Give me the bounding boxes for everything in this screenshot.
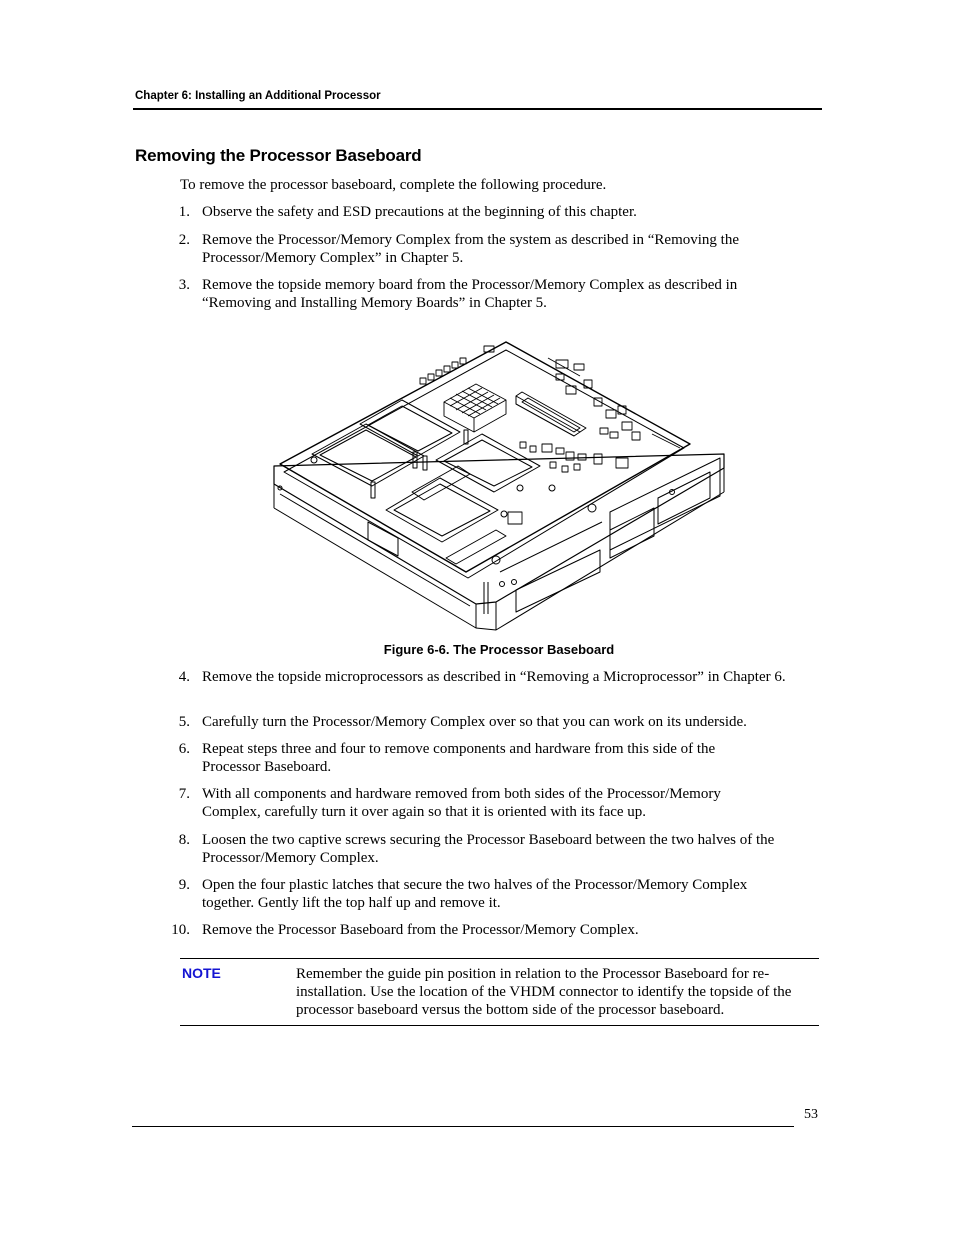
step-text: Carefully turn the Processor/Memory Complex over so that you can work on its underside.	[202, 714, 747, 730]
step-text: With all components and hardware removed from both sides of the Processor/Memory Complex, carefully turn it over again so that it is oriented with its face up.	[202, 786, 721, 820]
step-text: Remove the topside memory board from the Processor/Memory Complex as described in “Removing and Installing Memory Boards” in Chapter 5.	[202, 277, 738, 311]
step-number: 8.	[178, 832, 190, 848]
step-number: 3.	[178, 277, 190, 293]
step-text: Repeat steps three and four to remove components and hardware from this side of the Processor Baseboard.	[202, 741, 716, 775]
step-text: Loosen the two captive screws securing the Processor Baseboard between the two halves of the Processor/Memory Complex.	[202, 832, 775, 866]
step-number: 9.	[178, 877, 190, 893]
step-text: Remove the Processor/Memory Complex from the system as described in “Removing the Processor/Memory Complex” in Chapter 5.	[202, 232, 739, 266]
processor-baseboard-figure	[270, 336, 730, 636]
step-number: 1.	[178, 204, 190, 220]
step-text: Remove the topside microprocessors as described in “Removing a Microprocessor” in Chapter 6.	[202, 669, 786, 685]
step-number: 5.	[178, 714, 190, 730]
step-number: 7.	[178, 786, 190, 802]
page-number: 53	[804, 1107, 818, 1122]
header-rule	[133, 108, 822, 110]
note-label: NOTE	[182, 965, 221, 981]
running-head: Chapter 6: Installing an Additional Processor	[135, 90, 381, 102]
footer-rule	[132, 1126, 794, 1127]
step-number: 10.	[171, 922, 190, 938]
section-title: Removing the Processor Baseboard	[135, 146, 422, 165]
figure-caption: Figure 6-6. The Processor Baseboard	[383, 642, 615, 657]
step-number: 6.	[178, 741, 190, 757]
step-number: 2.	[178, 232, 190, 248]
step-text: Observe the safety and ESD precautions at the beginning of this chapter.	[202, 204, 637, 220]
note-box	[180, 958, 819, 1026]
intro-paragraph: To remove the processor baseboard, complete the following procedure.	[180, 177, 607, 193]
step-text: Remove the Processor Baseboard from the Processor/Memory Complex.	[202, 922, 639, 938]
step-number: 4.	[178, 669, 190, 685]
step-text: Open the four plastic latches that secure the two halves of the Processor/Memory Complex together. Gently lift the top half up and remove it.	[202, 877, 748, 911]
processor-baseboard-illustration	[270, 336, 730, 636]
note-text: Remember the guide pin position in relation to the Processor Baseboard for re-installation. Use the location of the VHDM connector to identify the topside of the processor baseboard versus the bottom side of the processor baseboard.	[296, 966, 792, 1018]
